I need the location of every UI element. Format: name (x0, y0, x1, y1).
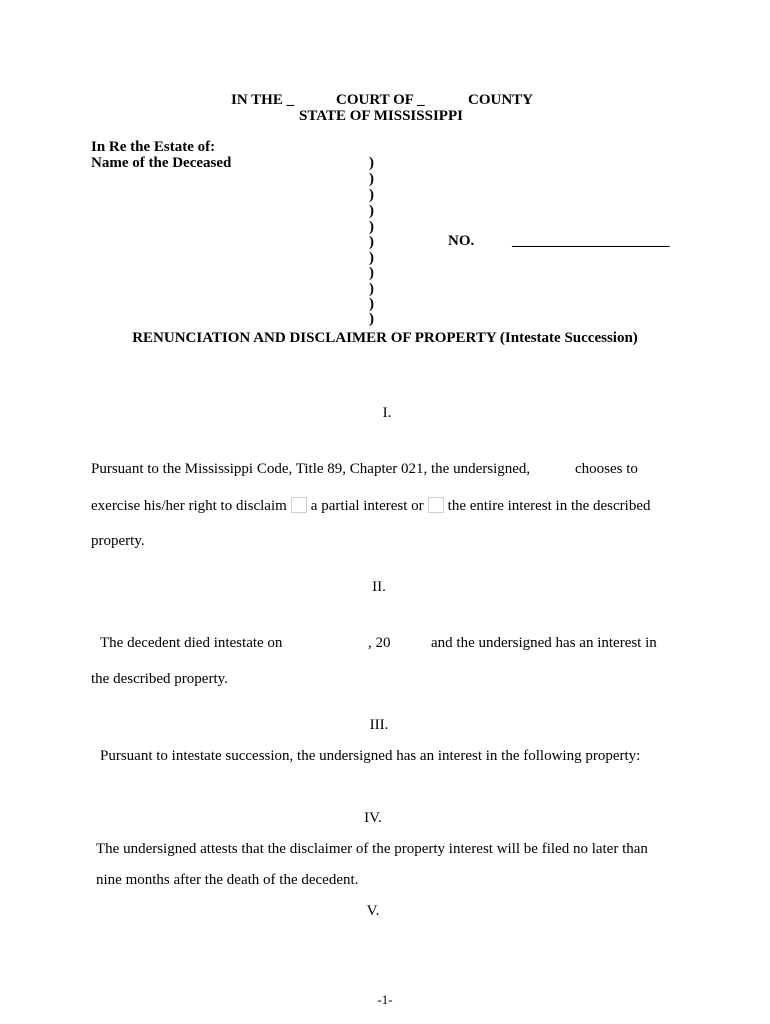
document-title: RENUNCIATION AND DISCLAIMER OF PROPERTY (Intestate Succession) (132, 330, 638, 346)
paren: ) (369, 219, 374, 235)
section-v-numeral: V. (366, 903, 380, 919)
section-ii-line1-a: The decedent died intestate on (100, 635, 283, 651)
paren: ) (369, 311, 374, 327)
section-i-numeral: I. (382, 405, 392, 421)
court-of: COURT OF _ (336, 92, 425, 108)
section-i-line2-b: a partial interest or (310, 498, 424, 514)
page-number: -1- (377, 992, 393, 1007)
paren: ) (369, 171, 374, 187)
section-i-line2-a: exercise his/her right to disclaim (91, 498, 287, 514)
section-iv-line1: The undersigned attests that the disclaimer of the property interest will be filed no later than (96, 841, 648, 857)
paren: ) (369, 296, 374, 312)
section-iii-numeral: III. (369, 717, 389, 733)
in-re-estate-label: In Re the Estate of: (91, 139, 216, 155)
section-i-line1: Pursuant to the Mississippi Code, Title 89, Chapter 021, the undersigned, (91, 461, 531, 477)
paren: ) (369, 155, 374, 171)
paren: ) (369, 250, 374, 266)
section-ii-numeral: II. (372, 579, 386, 595)
section-iv-line2: nine months after the death of the decedent. (96, 872, 359, 888)
court-in-the: IN THE _ (231, 92, 295, 108)
paren: ) (369, 281, 374, 297)
section-ii-line2: the described property. (91, 671, 228, 687)
court-county: COUNTY (468, 92, 534, 108)
section-ii-line1-b: , 20 (368, 635, 391, 651)
section-iv-numeral: IV. (364, 810, 382, 826)
entire-interest-checkbox[interactable] (428, 497, 444, 513)
section-i-line2 (91, 497, 651, 515)
section-i-line3: property. (91, 533, 145, 549)
deceased-name-label: Name of the Deceased (91, 155, 232, 171)
partial-interest-checkbox[interactable] (291, 497, 307, 513)
section-ii-line1-c: and the undersigned has an interest in (431, 635, 657, 651)
case-number-line[interactable]: _____________________ (512, 233, 670, 249)
paren: ) (369, 187, 374, 203)
section-iii-line1: Pursuant to intestate succession, the undersigned has an interest in the following property: (100, 748, 641, 764)
section-i-chooses: chooses to (575, 461, 638, 477)
case-number-label: NO. (448, 233, 475, 249)
paren: ) (369, 203, 374, 219)
section-i-line2-c: the entire interest in the described (447, 498, 651, 514)
paren: ) (369, 265, 374, 281)
paren: ) (369, 234, 374, 250)
state-heading: STATE OF MISSISSIPPI (299, 108, 463, 124)
